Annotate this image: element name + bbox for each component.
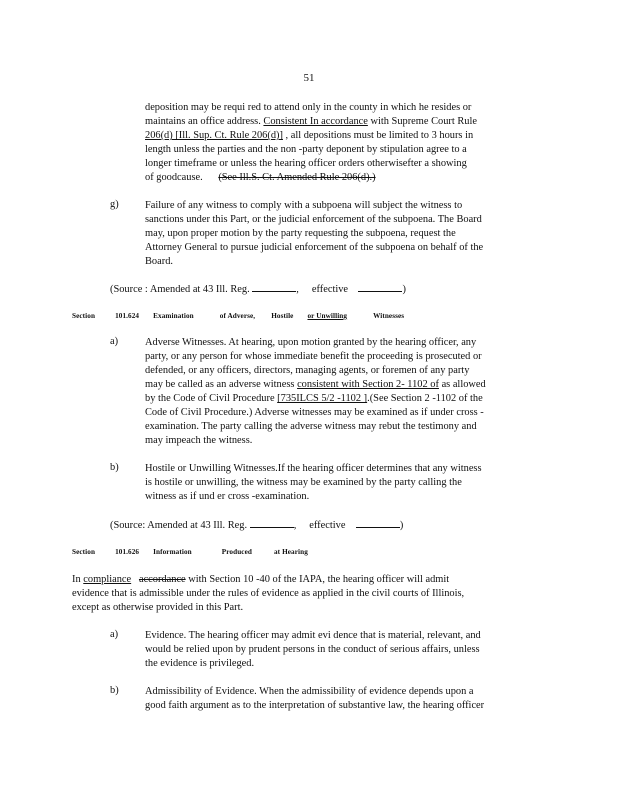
subsection-label: b) (110, 685, 119, 696)
text-line: deposition may be requi red to attend only in the county in which he resides or (145, 102, 472, 113)
text-line: good faith argument as to the interpretation of substantive law, the hearing officer (145, 700, 485, 711)
section-heading: Section 101.626 Information Produced at Hearing (72, 548, 308, 556)
text-line: longer timeframe or unless the hearing officer orders otherwisefter a showing (145, 158, 467, 169)
subsection-label: g) (110, 199, 119, 210)
text-line: length unless the parties and the non -party deponent by stipulation agree to a (145, 144, 467, 155)
inserted-text: [735ILCS 5/2 -1102 ] (277, 393, 368, 404)
text-line: Board. (145, 256, 173, 267)
text-line: Adverse Witnesses. At hearing, upon motion granted by the hearing officer, any (145, 337, 477, 348)
text-line: would be relied upon by prudent persons in the conduct of serious affairs, unless (145, 644, 480, 655)
text-line: the evidence is privileged. (145, 658, 255, 669)
blank-line (252, 282, 296, 292)
text-line: Failure of any witness to comply with a subpoena will subject the witness to (145, 200, 463, 211)
text-line: sanctions under this Part, or the judicial enforcement of the subpoena. The Board (145, 214, 482, 225)
deleted-text: (See Ill.S. Ct. Amended Rule 206(d).) (218, 172, 376, 183)
subsection-label: a) (110, 336, 119, 347)
inserted-text: 206(d) [Ill. Sup. Ct. Rule 206(d)] (145, 130, 283, 141)
section-heading: Section 101.624 Examination of Adverse, Hostile or Unwilling Witnesses (72, 312, 405, 320)
inserted-text: compliance (83, 574, 132, 585)
inserted-text: Consistent In accordance (263, 116, 368, 127)
text-line: evidence that is admissible under the rules of evidence as applied in the civil courts of Illinois, (72, 588, 465, 599)
subsection-label: a) (110, 629, 119, 640)
text-line: is hostile or unwilling, the witness may be examined by the party calling the (145, 477, 462, 488)
source-note: (Source: Amended at 43 Ill. Reg. , effective ) (110, 520, 404, 531)
inserted-text: consistent with Section 2- 1102 of (297, 379, 439, 390)
text-line: examination. The party calling the adverse witness may rebut the testimony and (145, 421, 477, 432)
text-line: except as otherwise provided in this Part. (72, 602, 244, 613)
source-note: (Source : Amended at 43 Ill. Reg. , effective ) (110, 284, 406, 295)
page-number: 51 (303, 72, 315, 84)
text-line: may impeach the witness. (145, 435, 253, 446)
blank-line (358, 282, 402, 292)
text-line: by the Code of Civil Procedure [735ILCS 5/2 -1102 ].(See Section 2 -1102 of the (145, 393, 483, 404)
text-line: Evidence. The hearing officer may admit evi dence that is material, relevant, and (145, 630, 481, 641)
blank-line (250, 518, 294, 528)
text-line: maintains an office address. Consistent In accordance with Supreme Court Rule (145, 116, 477, 127)
text-line: may be called as an adverse witness consistent with Section 2- 1102 of as allowed (145, 379, 486, 390)
text-line: party, or any person for whose immediate benefit the proceeding is prosecuted or (145, 351, 482, 362)
subsection-label: b) (110, 462, 119, 473)
text-line: Code of Civil Procedure.) Adverse witnesses may be examined as if under cross - (145, 407, 484, 418)
text-line: of goodcause. (See Ill.S. Ct. Amended Rule 206(d).) (145, 172, 376, 183)
text-line: In compliance accordance with Section 10 -40 of the IAPA, the hearing officer will admit (72, 574, 450, 585)
text-line: Admissibility of Evidence. When the admissibility of evidence depends upon a (145, 686, 474, 697)
text-line: witness as if und er cross -examination. (145, 491, 310, 502)
text-line: defended, or any officers, directors, managing agents, or foremen of any party (145, 365, 470, 376)
deleted-text: accordance (138, 574, 186, 585)
blank-line (356, 518, 400, 528)
text-line: Hostile or Unwilling Witnesses.If the hearing officer determines that any witness (145, 463, 482, 474)
text-line: 206(d) [Ill. Sup. Ct. Rule 206(d)] , all depositions must be limited to 3 hours in (145, 130, 474, 141)
text-line: may, upon proper motion by the party requesting the subpoena, request the (145, 228, 456, 239)
text-line: Attorney General to pursue judicial enforcement of the subpoena on behalf of the (145, 242, 484, 253)
